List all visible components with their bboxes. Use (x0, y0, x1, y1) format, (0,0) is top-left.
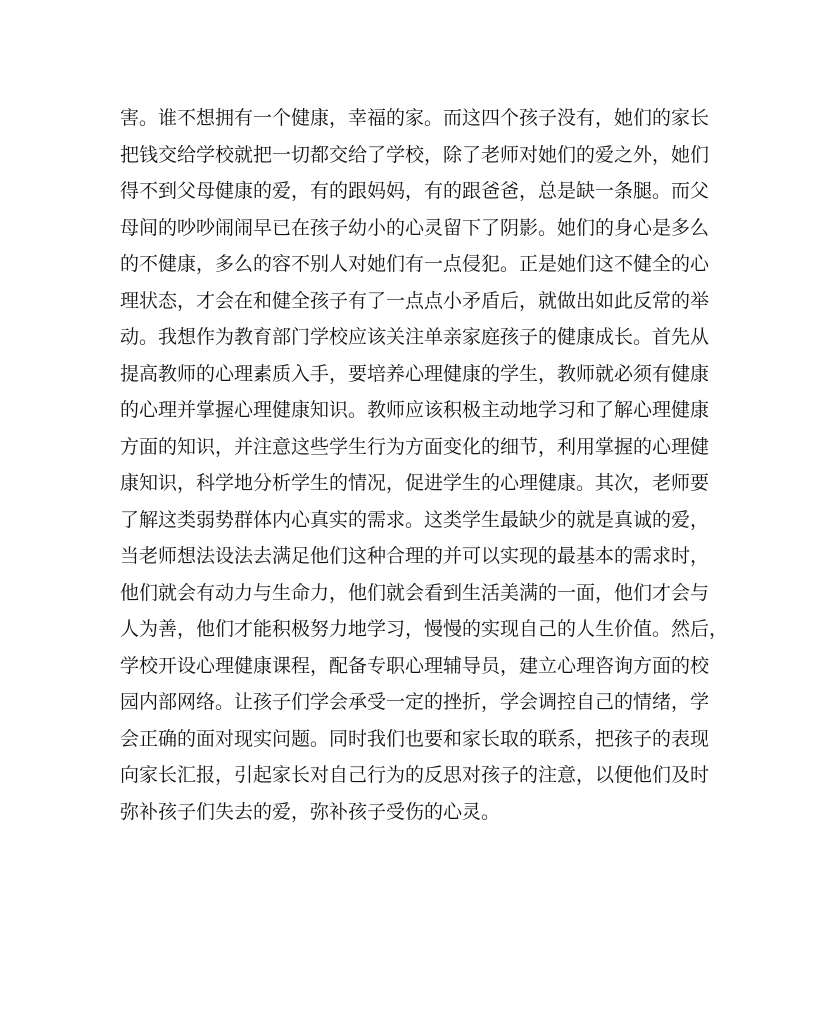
text-line: 当老师想法设法去满足他们这种合理的并可以实现的最基本的需求时， (120, 545, 710, 567)
text-line: 提高教师的心理素质入手，要培养心理健康的学生，教师就必须有健康 (120, 362, 710, 385)
text-line: 弥补孩子们失去的爱，弥补孩子受伤的心灵。 (120, 800, 501, 823)
text-line: 得不到父母健康的爱，有的跟妈妈，有的跟爸爸，总是缺一条腿。而父 (120, 180, 710, 202)
text-line: 母间的吵吵闹闹早已在孩子幼小的心灵留下了阴影。她们的身心是多么 (120, 216, 710, 239)
text-line: 向家长汇报，引起家长对自己行为的反思对孩子的注意，以便他们及时 (120, 764, 710, 786)
text-line: 的心理并掌握心理健康知识。教师应该积极主动地学习和了解心理健康 (120, 399, 710, 421)
text-line: 康知识，科学地分析学生的情况，促进学生的心理健康。其次，老师要 (120, 472, 710, 494)
text-line: 害。谁不想拥有一个健康，幸福的家。而这四个孩子没有，她们的家长 (120, 107, 710, 129)
text-line: 动。我想作为教育部门学校应该关注单亲家庭孩子的健康成长。首先从 (120, 326, 710, 348)
text-line: 会正确的面对现实问题。同时我们也要和家长取的联系，把孩子的表现 (120, 727, 710, 750)
text-line: 园内部网络。让孩子们学会承受一定的挫折，学会调控自己的情绪，学 (120, 691, 710, 713)
text-line: 了解这类弱势群体内心真实的需求。这类学生最缺少的就是真诚的爱， (120, 508, 710, 531)
text-line: 人为善，他们才能积极努力地学习，慢慢的实现自己的人生价值。然后， (120, 618, 729, 640)
text-line: 理状态，才会在和健全孩子有了一点点小矛盾后，就做出如此反常的举 (120, 289, 710, 312)
body-paragraph (120, 100, 729, 830)
text-line: 学校开设心理健康课程，配备专职心理辅导员，建立心理咨询方面的校 (120, 654, 710, 677)
text-line: 的不健康，多么的容不别人对她们有一点侵犯。正是她们这不健全的心 (120, 253, 710, 275)
text-line: 方面的知识，并注意这些学生行为方面变化的细节，利用掌握的心理健 (120, 435, 710, 458)
text-line: 把钱交给学校就把一切都交给了学校，除了老师对她们的爱之外，她们 (120, 143, 710, 166)
text-line: 他们就会有动力与生命力，他们就会看到生活美满的一面，他们才会与 (120, 581, 710, 604)
